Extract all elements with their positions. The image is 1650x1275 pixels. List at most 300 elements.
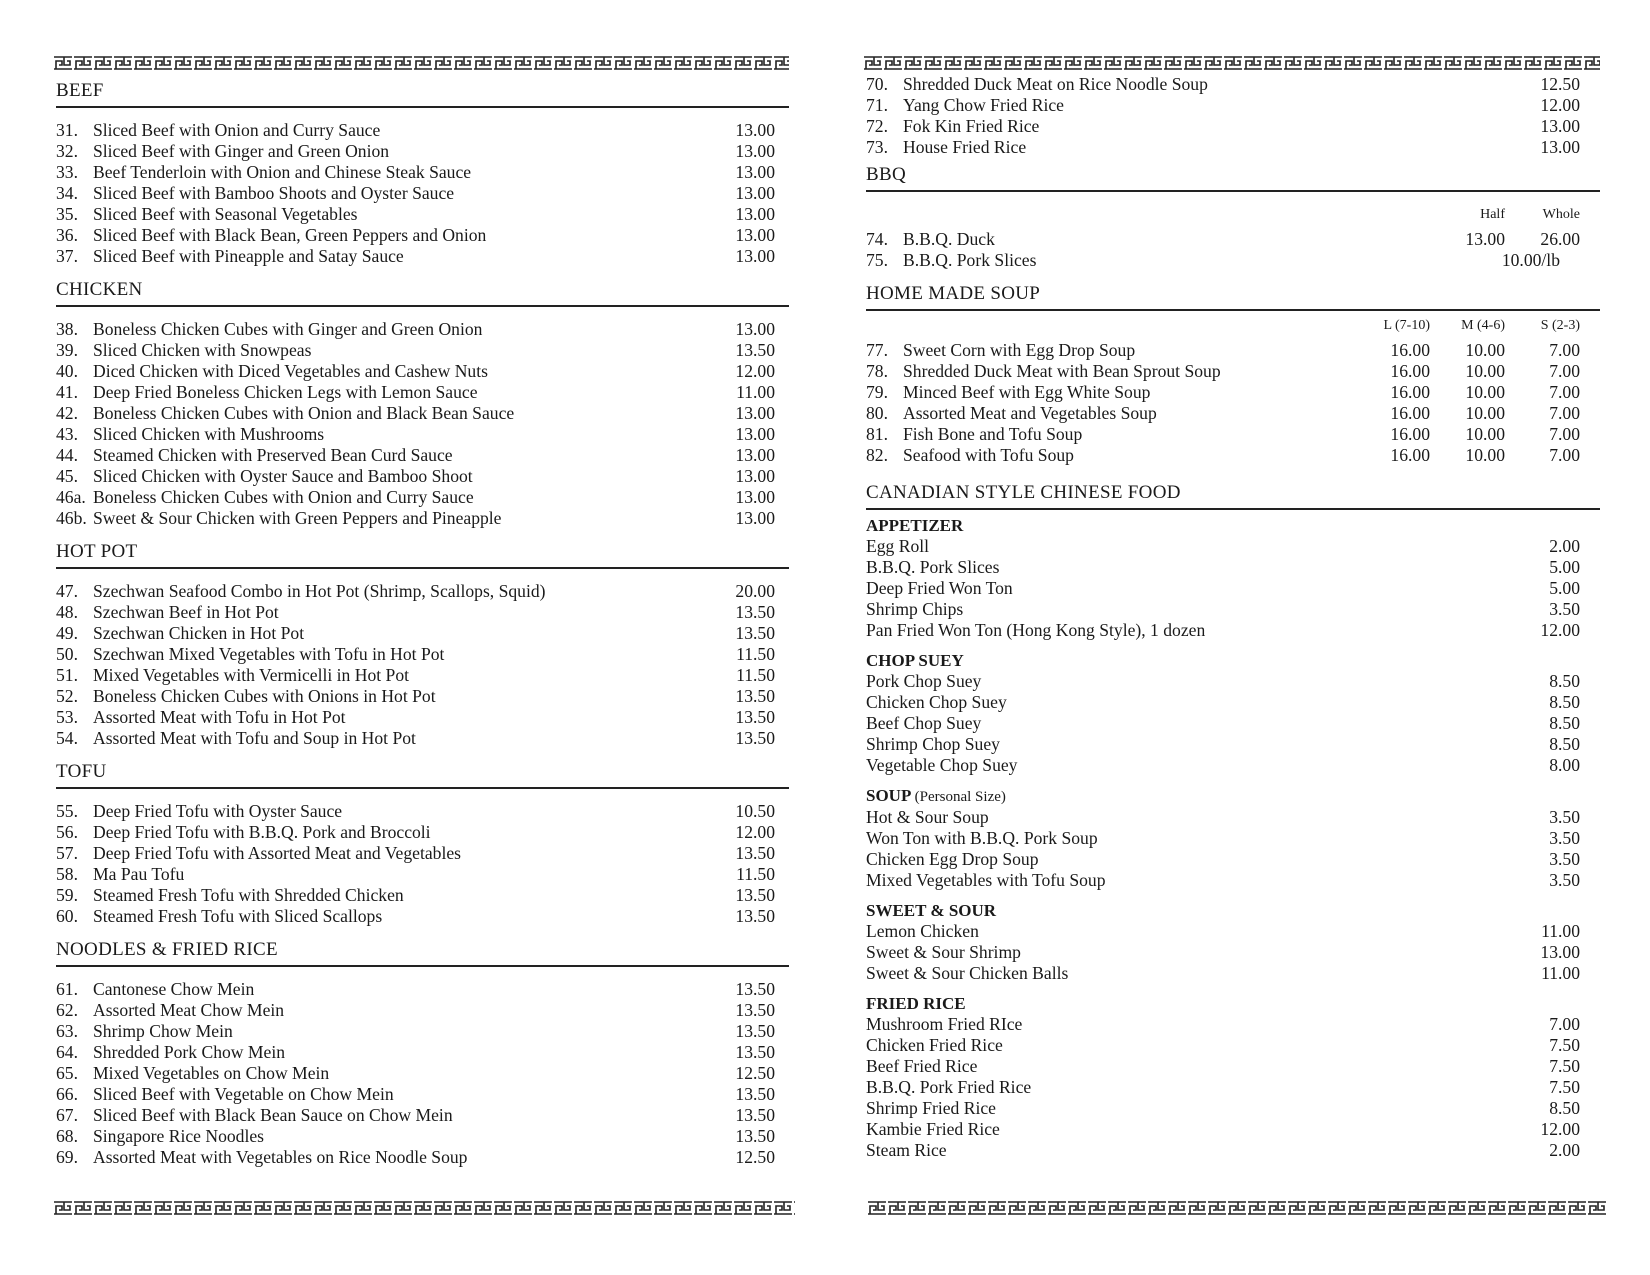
item-number: 51. [56,665,78,685]
item-number: 38. [56,319,78,339]
item-name: Shrimp Chips [866,599,964,619]
item-name: Szechwan Seafood Combo in Hot Pot (Shrimp, Scallops, Squid) [93,581,546,601]
menu-item-row [866,870,1600,891]
item-name: B.B.Q. Pork Slices [903,250,1037,270]
item-name: Shredded Duck Meat with Bean Sprout Soup [903,361,1221,381]
menu-item-row [56,487,789,508]
subsection-title: SOUP [866,786,911,805]
menu-item-row [866,1014,1600,1035]
section-heading: TOFU [56,759,789,789]
item-number: 73. [866,137,888,157]
item-number: 52. [56,686,78,706]
menu-item-row [866,1077,1600,1098]
item-price: 13.50 [735,1105,775,1125]
item-name: Deep Fried Boneless Chicken Legs with Lemon Sauce [93,382,478,402]
item-name: Singapore Rice Noodles [93,1126,265,1146]
item-name: Boneless Chicken Cubes with Onions in Hot Pot [93,686,436,706]
item-price: 13.00 [735,487,775,507]
section-items [56,801,789,927]
item-name: Steamed Fresh Tofu with Sliced Scallops [93,906,383,926]
item-number: 46b. [56,508,87,528]
item-number: 39. [56,340,78,360]
item-name: Shrimp Fried Rice [866,1098,996,1118]
menu-item-row [866,1098,1600,1119]
item-name: Sliced Beef with Onion and Curry Sauce [93,120,381,140]
item-number: 45. [56,466,78,486]
item-price: 12.50 [735,1147,775,1167]
item-price: 13.00 [1540,116,1580,136]
item-price: 8.50 [1549,734,1580,754]
item-price: 11.50 [736,644,775,664]
section-heading: NOODLES & FRIED RICE [56,937,789,967]
menu-item-row [866,692,1600,713]
menu-item-row [56,822,789,843]
item-name: Vegetable Chop Suey [866,755,1018,775]
item-price: 13.00 [735,204,775,224]
item-price: 13.00 [735,319,775,339]
menu-item-row [56,466,789,487]
item-price: 10.00 [1465,361,1505,381]
item-price: 13.00 [735,508,775,528]
item-price: 12.00 [1540,620,1580,640]
item-name: Sliced Chicken with Oyster Sauce and Bamboo Shoot [93,466,473,486]
menu-item-row [56,183,789,204]
menu-item-row [866,403,1600,424]
item-price: 3.50 [1549,849,1580,869]
item-price: 2.00 [1549,536,1580,556]
item-price: 8.50 [1549,692,1580,712]
item-number: 65. [56,1063,78,1083]
menu-item-row [56,801,789,822]
subsection-title: CHOP SUEY [866,651,964,670]
item-name: Assorted Meat Chow Mein [93,1000,285,1020]
item-price: 10.00/lb [1501,250,1560,270]
item-price: 7.00 [1549,445,1580,465]
item-price: 13.00 [735,466,775,486]
item-name: Fok Kin Fried Rice [903,116,1040,136]
menu-item-row [56,403,789,424]
item-price: 13.00 [1465,229,1505,249]
menu-item-row [866,424,1600,445]
item-price: 11.50 [736,864,775,884]
item-price: 8.00 [1549,755,1580,775]
subsection-note: (Personal Size) [914,789,1006,805]
continued-items [866,74,1600,158]
item-price: 13.50 [735,906,775,926]
item-name: Assorted Meat with Tofu in Hot Pot [93,707,346,727]
item-number: 48. [56,602,78,622]
item-number: 63. [56,1021,78,1041]
item-price: 16.00 [1390,445,1430,465]
item-name: Sliced Beef with Seasonal Vegetables [93,204,358,224]
menu-item-row [866,340,1600,361]
item-name: Assorted Meat and Vegetables Soup [903,403,1157,423]
item-name: B.B.Q. Duck [903,229,995,249]
item-price: 26.00 [1540,229,1580,249]
item-number: 44. [56,445,78,465]
item-price: 13.50 [735,885,775,905]
item-name: Sweet & Sour Shrimp [866,942,1021,962]
price-column-headers [866,317,1600,335]
item-number: 50. [56,644,78,664]
greek-key-border-icon [864,52,1600,74]
item-name: Chicken Egg Drop Soup [866,849,1039,869]
item-number: 79. [866,382,888,402]
home-made-soup-items [866,317,1600,466]
item-number: 49. [56,623,78,643]
item-name: B.B.Q. Pork Fried Rice [866,1077,1032,1097]
column-header: Whole [1542,207,1580,222]
item-name: Szechwan Beef in Hot Pot [93,602,279,622]
item-price: 13.50 [735,707,775,727]
column-header: L (7-10) [1383,318,1430,333]
item-number: 35. [56,204,78,224]
item-price: 16.00 [1390,382,1430,402]
item-price: 13.00 [735,424,775,444]
item-number: 32. [56,141,78,161]
item-number: 34. [56,183,78,203]
item-price: 13.00 [735,141,775,161]
item-name: Shrimp Chow Mein [93,1021,233,1041]
menu-item-row [866,445,1600,466]
item-number: 36. [56,225,78,245]
item-price: 3.50 [1549,828,1580,848]
menu-item-row [56,1042,789,1063]
item-number: 37. [56,246,78,266]
menu-item-row [866,578,1600,599]
item-name: Mixed Vegetables on Chow Mein [93,1063,330,1083]
item-price: 16.00 [1390,340,1430,360]
menu-item-row [56,1021,789,1042]
item-price: 7.00 [1549,424,1580,444]
menu-item-row [56,1147,789,1168]
menu-item-row [866,557,1600,578]
item-number: 75. [866,250,888,270]
item-number: 56. [56,822,78,842]
item-name: Sweet & Sour Chicken with Green Peppers and Pineapple [93,508,502,528]
item-name: Boneless Chicken Cubes with Ginger and Green Onion [93,319,483,339]
item-name: Deep Fried Tofu with Assorted Meat and Vegetables [93,843,461,863]
item-name: Diced Chicken with Diced Vegetables and Cashew Nuts [93,361,488,381]
item-price: 13.00 [735,445,775,465]
item-number: 33. [56,162,78,182]
menu-item-row [866,713,1600,734]
item-name: Sweet Corn with Egg Drop Soup [903,340,1136,360]
subsection-heading [866,651,1600,671]
item-name: Sweet & Sour Chicken Balls [866,963,1069,983]
item-price: 13.50 [735,340,775,360]
menu-item-row [866,942,1600,963]
item-name: Szechwan Chicken in Hot Pot [93,623,305,643]
item-price: 11.00 [1541,963,1580,983]
item-name: Steamed Fresh Tofu with Shredded Chicken [93,885,404,905]
item-price: 13.00 [735,120,775,140]
item-number: 31. [56,120,78,140]
item-price: 7.00 [1549,1014,1580,1034]
menu-item-row [56,1000,789,1021]
menu-item-row [56,581,789,602]
item-price: 12.50 [1540,74,1580,94]
right-page [866,74,1600,1171]
item-name: Shredded Duck Meat on Rice Noodle Soup [903,74,1208,94]
item-price: 3.50 [1549,599,1580,619]
item-number: 64. [56,1042,78,1062]
item-price: 12.00 [1540,1119,1580,1139]
item-price: 16.00 [1390,403,1430,423]
item-price: 8.50 [1549,713,1580,733]
menu-item-row [56,644,789,665]
menu-item-row [866,95,1600,116]
item-number: 70. [866,74,888,94]
item-price: 13.50 [735,623,775,643]
menu-item-row [56,665,789,686]
item-price: 12.00 [735,361,775,381]
item-price: 11.00 [736,382,775,402]
menu-item-row [56,508,789,529]
menu-item-row [866,734,1600,755]
item-number: 58. [56,864,78,884]
item-name: Mixed Vegetables with Tofu Soup [866,870,1106,890]
item-price: 7.50 [1549,1056,1580,1076]
item-name: Assorted Meat with Tofu and Soup in Hot Pot [93,728,416,748]
menu-item-row [866,755,1600,776]
item-name: Yang Chow Fried Rice [903,95,1064,115]
item-name: Kambie Fried Rice [866,1119,1000,1139]
menu-item-row [56,120,789,141]
item-name: Steamed Chicken with Preserved Bean Curd Sauce [93,445,453,465]
menu-item-row [866,536,1600,557]
item-name: Deep Fried Tofu with Oyster Sauce [93,801,343,821]
menu-item-row [56,340,789,361]
item-number: 77. [866,340,888,360]
item-name: Shrimp Chop Suey [866,734,1000,754]
menu-item-row [56,1126,789,1147]
section-heading: BEEF [56,78,789,108]
menu-item-row [56,445,789,466]
item-number: 68. [56,1126,78,1146]
section-items [56,319,789,529]
item-number: 40. [56,361,78,381]
item-number: 55. [56,801,78,821]
item-name: Fish Bone and Tofu Soup [903,424,1083,444]
item-name: Cantonese Chow Mein [93,979,255,999]
menu-item-row [866,229,1600,250]
menu-item-row [866,1140,1600,1161]
menu-item-row [56,885,789,906]
subsection-heading [866,516,1600,536]
menu-item-row [56,361,789,382]
item-price: 7.00 [1549,340,1580,360]
item-price: 13.00 [735,162,775,182]
item-name: Seafood with Tofu Soup [903,445,1074,465]
item-name: Sliced Beef with Pineapple and Satay Sauce [93,246,404,266]
item-name: Sliced Beef with Vegetable on Chow Mein [93,1084,394,1104]
item-number: 60. [56,906,78,926]
item-price: 10.00 [1465,445,1505,465]
item-name: Sliced Chicken with Snowpeas [93,340,312,360]
item-name: Boneless Chicken Cubes with Onion and Curry Sauce [93,487,474,507]
item-name: Beef Chop Suey [866,713,982,733]
item-price: 13.50 [735,686,775,706]
menu-item-row [56,728,789,749]
menu-item-row [866,807,1600,828]
menu-item-row [866,250,1580,271]
item-name: Deep Fried Tofu with B.B.Q. Pork and Broccoli [93,822,431,842]
section-heading: CANADIAN STYLE CHINESE FOOD [866,480,1600,510]
item-name: Sliced Beef with Ginger and Green Onion [93,141,390,161]
item-price: 12.00 [735,822,775,842]
item-price: 13.50 [735,1084,775,1104]
item-price: 13.50 [735,979,775,999]
item-number: 41. [56,382,78,402]
item-price: 12.50 [735,1063,775,1083]
item-name: Beef Tenderloin with Onion and Chinese Steak Sauce [93,162,472,182]
menu-item-row [56,319,789,340]
menu-item-row [866,1056,1600,1077]
item-price: 13.00 [735,246,775,266]
menu-item-row [866,1119,1600,1140]
menu-item-row [56,864,789,885]
menu-item-row [56,424,789,445]
greek-key-border-icon [54,1198,795,1218]
menu-item-row [56,1105,789,1126]
item-name: Lemon Chicken [866,921,979,941]
item-number: 67. [56,1105,78,1125]
item-price: 2.00 [1549,1140,1580,1160]
item-price: 5.00 [1549,557,1580,577]
menu-item-row [56,906,789,927]
menu-item-row [866,1035,1600,1056]
item-price: 7.50 [1549,1035,1580,1055]
item-price: 16.00 [1390,361,1430,381]
menu-item-row [56,382,789,403]
item-price: 3.50 [1549,807,1580,827]
item-price: 13.00 [735,183,775,203]
item-name: Pork Chop Suey [866,671,982,691]
menu-item-row [866,382,1600,403]
section-heading: HOME MADE SOUP [866,281,1600,311]
item-price: 10.00 [1465,403,1505,423]
column-header: S (2-3) [1540,318,1580,333]
item-name: Assorted Meat with Vegetables on Rice Noodle Soup [93,1147,468,1167]
menu-item-row [866,137,1600,158]
item-price: 5.00 [1549,578,1580,598]
subsection-title: APPETIZER [866,516,964,535]
item-number: 80. [866,403,888,423]
item-name: Chicken Fried Rice [866,1035,1003,1055]
item-price: 8.50 [1549,1098,1580,1118]
item-name: Beef Fried Rice [866,1056,978,1076]
item-name: Sliced Beef with Black Bean, Green Peppers and Onion [93,225,487,245]
item-name: Sliced Beef with Bamboo Shoots and Oyster Sauce [93,183,455,203]
section-heading: HOT POT [56,539,789,569]
menu-item-row [866,116,1600,137]
subsection-title: SWEET & SOUR [866,901,997,920]
item-number: 74. [866,229,888,249]
item-price: 11.00 [1541,921,1580,941]
section-items [56,979,789,1168]
item-price: 12.00 [1540,95,1580,115]
item-name: Pan Fried Won Ton (Hong Kong Style), 1 dozen [866,620,1206,640]
menu-item-row [866,620,1600,641]
subsection-title: FRIED RICE [866,994,966,1013]
left-page [56,74,789,1178]
item-name: B.B.Q. Pork Slices [866,557,1000,577]
item-number: 81. [866,424,888,444]
item-price: 20.00 [735,581,775,601]
item-price: 10.00 [1465,382,1505,402]
item-price: 10.00 [1465,340,1505,360]
item-name: Hot & Sour Soup [866,807,989,827]
menu-item-row [56,979,789,1000]
item-price: 13.00 [1540,942,1580,962]
menu-item-row [866,599,1600,620]
item-name: Minced Beef with Egg White Soup [903,382,1151,402]
item-number: 82. [866,445,888,465]
canadian-style-items [866,516,1600,1161]
menu-item-row [56,1063,789,1084]
item-number: 53. [56,707,78,727]
item-number: 47. [56,581,78,601]
item-price: 13.00 [735,225,775,245]
subsection-heading [866,786,1600,807]
item-price: 10.50 [735,801,775,821]
menu-item-row [56,141,789,162]
item-number: 69. [56,1147,78,1167]
item-number: 59. [56,885,78,905]
menu-item-row [56,204,789,225]
menu-item-row [866,849,1600,870]
item-price: 7.50 [1549,1077,1580,1097]
item-price: 13.50 [735,1021,775,1041]
item-price: 10.00 [1465,424,1505,444]
item-name: Won Ton with B.B.Q. Pork Soup [866,828,1098,848]
item-price: 13.50 [735,1042,775,1062]
menu-item-row [866,921,1600,942]
item-price: 13.50 [735,728,775,748]
menu-item-row [56,623,789,644]
item-name: Boneless Chicken Cubes with Onion and Black Bean Sauce [93,403,515,423]
item-number: 42. [56,403,78,423]
menu-item-row [56,686,789,707]
item-price: 13.50 [735,843,775,863]
item-number: 62. [56,1000,78,1020]
menu-item-row [56,1084,789,1105]
column-header: M (4-6) [1461,318,1505,333]
item-name: Mixed Vegetables with Vermicelli in Hot Pot [93,665,409,685]
menu-item-row [56,707,789,728]
item-price: 13.50 [735,602,775,622]
section-items [56,120,789,267]
menu-item-row [866,361,1600,382]
section-heading: BBQ [866,162,1600,192]
item-price: 7.00 [1549,382,1580,402]
item-price: 13.50 [735,1000,775,1020]
greek-key-border-icon [868,1198,1606,1218]
item-price: 7.00 [1549,403,1580,423]
column-header: Half [1480,207,1505,222]
subsection-heading [866,994,1600,1014]
item-name: Szechwan Mixed Vegetables with Tofu in Hot Pot [93,644,445,664]
item-name: Mushroom Fried RIce [866,1014,1023,1034]
menu-item-row [56,843,789,864]
item-name: Steam Rice [866,1140,947,1160]
item-number: 72. [866,116,888,136]
item-number: 57. [56,843,78,863]
item-price: 8.50 [1549,671,1580,691]
section-heading: CHICKEN [56,277,789,307]
item-price: 7.00 [1549,361,1580,381]
